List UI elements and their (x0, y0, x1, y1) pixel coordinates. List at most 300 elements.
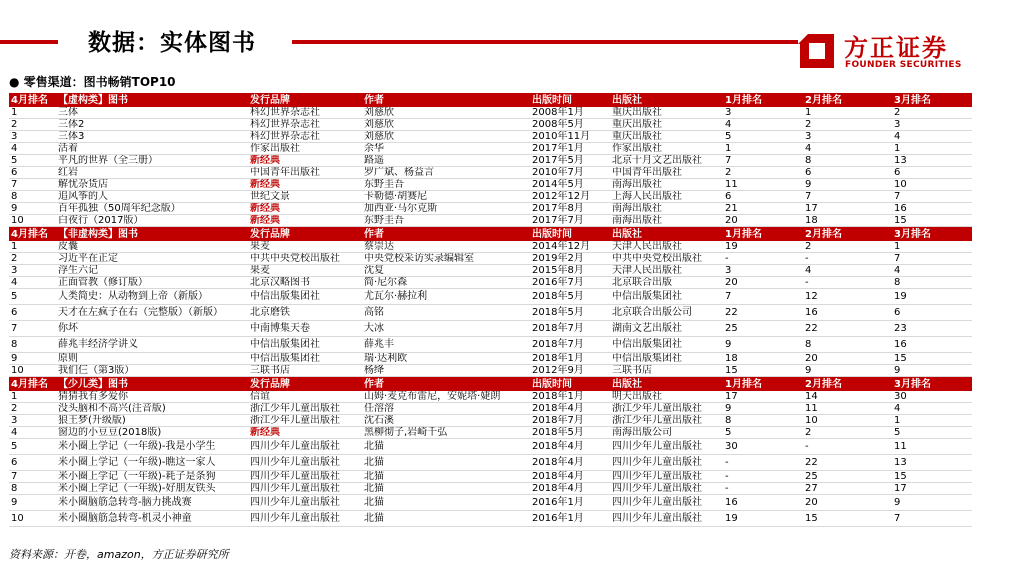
table-cell: 4 (9, 427, 56, 439)
table-cell: 20 (803, 353, 892, 365)
table-cell: 北京汉略图书 (248, 277, 362, 289)
table-cell: 余华 (362, 143, 530, 155)
table-row (9, 365, 972, 377)
table-cell: 7 (723, 155, 803, 167)
table-cell: 19 (723, 241, 803, 253)
table-cell: 22 (723, 305, 803, 321)
column-header: 4月排名 (9, 377, 56, 392)
table-cell: 2 (892, 107, 972, 119)
table-cell: 中共中央党校出版社 (610, 253, 723, 265)
table-cell: - (723, 455, 803, 471)
table-cell: 加西亚·马尔克斯 (362, 203, 530, 215)
table-cell: 2 (9, 119, 56, 131)
table-cell: 中国青年出版社 (248, 167, 362, 179)
table-cell: 25 (803, 471, 892, 483)
table-cell: 四川少年儿童出版社 (248, 483, 362, 495)
table-cell: 2 (9, 403, 56, 415)
table-body (9, 93, 972, 527)
table-row (9, 305, 972, 321)
table-cell: 作家出版社 (610, 143, 723, 155)
table-cell: 天津人民出版社 (610, 241, 723, 253)
table-row (9, 439, 972, 455)
table-cell: 9 (9, 353, 56, 365)
column-header: 出版时间 (530, 377, 610, 392)
column-header: 1月排名 (723, 377, 803, 392)
table-cell: 作家出版社 (248, 143, 362, 155)
table-cell: 南海出版社 (610, 203, 723, 215)
table-cell: 中信出版集团社 (610, 289, 723, 305)
table-cell: 世纪文景 (248, 191, 362, 203)
group-header-row (9, 227, 972, 242)
table-cell: 9 (723, 403, 803, 415)
table-cell: 4 (9, 277, 56, 289)
table-row (9, 241, 972, 253)
table-cell: 1 (9, 391, 56, 403)
table-cell: 4 (803, 265, 892, 277)
table-cell: 3 (892, 119, 972, 131)
table-cell: 四川少年儿童出版社 (610, 439, 723, 455)
table-cell: 2017年8月 (530, 203, 610, 215)
table-row (9, 265, 972, 277)
table-cell: 4 (9, 143, 56, 155)
table-cell: 新经典 (248, 215, 362, 227)
table-cell: 正面管教（修订版） (56, 277, 248, 289)
table-cell: 3 (9, 265, 56, 277)
table-cell: 我们仨（第3版） (56, 365, 248, 377)
table-cell: 21 (723, 203, 803, 215)
table-cell: 1 (892, 415, 972, 427)
table-row (9, 277, 972, 289)
table-cell: 18 (723, 353, 803, 365)
table-cell: 薛兆丰 (362, 337, 530, 353)
table-cell: 信谊 (248, 391, 362, 403)
table-cell: 路遥 (362, 155, 530, 167)
table-row (9, 427, 972, 439)
table-cell: 2018年7月 (530, 321, 610, 337)
table-cell: 狼王梦(升级版) (56, 415, 248, 427)
table-cell: 11 (892, 439, 972, 455)
table-cell: 2018年7月 (530, 337, 610, 353)
table-cell: 15 (892, 471, 972, 483)
table-cell: 新经典 (248, 203, 362, 215)
table-cell: 四川少年儿童出版社 (610, 511, 723, 527)
table-cell: 浙江少年儿童出版社 (610, 415, 723, 427)
table-cell: 23 (892, 321, 972, 337)
table-cell: 尤瓦尔·赫拉利 (362, 289, 530, 305)
table-cell: 10 (9, 215, 56, 227)
table-cell: 2018年5月 (530, 289, 610, 305)
group-label: 【少儿类】图书 (56, 377, 248, 392)
table-cell: 30 (892, 391, 972, 403)
table-cell: 中央党校采访实录编辑室 (362, 253, 530, 265)
table-cell: 北京磨铁 (248, 305, 362, 321)
table-cell: 2016年1月 (530, 511, 610, 527)
table-cell: 科幻世界杂志社 (248, 119, 362, 131)
column-header: 出版社 (610, 377, 723, 392)
table-row (9, 191, 972, 203)
group-label: 【非虚构类】图书 (56, 227, 248, 242)
table-cell: 米小圈上学记（一年级)-好朋友铁头 (56, 483, 248, 495)
table-cell: 4 (892, 265, 972, 277)
table-cell: 薛兆丰经济学讲义 (56, 337, 248, 353)
table-cell: 11 (803, 403, 892, 415)
table-cell: 习近平在正定 (56, 253, 248, 265)
column-header: 3月排名 (892, 93, 972, 107)
table-cell: 米小圈脑筋急转弯-机灵小神童 (56, 511, 248, 527)
table-cell: 16 (723, 495, 803, 511)
table-cell: 2018年4月 (530, 403, 610, 415)
table-cell: 皮囊 (56, 241, 248, 253)
table-cell: 7 (9, 471, 56, 483)
table-cell: 2018年4月 (530, 455, 610, 471)
table-cell: 明天出版社 (610, 391, 723, 403)
table-cell: 17 (723, 391, 803, 403)
table-cell: 没头脑和不高兴(注音版) (56, 403, 248, 415)
table-cell: 2 (803, 427, 892, 439)
table-cell: 5 (9, 155, 56, 167)
section-title: ● 零售渠道：图书畅销TOP10 (9, 75, 176, 89)
table-cell: 5 (723, 427, 803, 439)
table-cell: 30 (723, 439, 803, 455)
table-cell: 三联书店 (248, 365, 362, 377)
table-cell: 东野圭吾 (362, 215, 530, 227)
table-cell: 2010年7月 (530, 167, 610, 179)
column-header: 作者 (362, 93, 530, 107)
table-cell: 7 (723, 289, 803, 305)
table-cell: 瑞·达利欧 (362, 353, 530, 365)
table-cell: 2018年5月 (530, 427, 610, 439)
table-cell: 杨绛 (362, 365, 530, 377)
table-cell: 7 (9, 321, 56, 337)
table-cell: 1 (9, 241, 56, 253)
table-row (9, 321, 972, 337)
table-cell: 四川少年儿童出版社 (610, 455, 723, 471)
table-cell: 4 (892, 131, 972, 143)
table-cell: 7 (892, 511, 972, 527)
table-cell: 2015年8月 (530, 265, 610, 277)
table-cell: 大冰 (362, 321, 530, 337)
table-cell: 2019年2月 (530, 253, 610, 265)
column-header: 发行品牌 (248, 377, 362, 392)
table-cell: 2 (803, 119, 892, 131)
table-cell: 6 (892, 167, 972, 179)
table-cell: 20 (803, 495, 892, 511)
table-cell: 8 (9, 337, 56, 353)
table-cell: 四川少年儿童出版社 (610, 471, 723, 483)
table-cell: 果麦 (248, 241, 362, 253)
bestseller-table (9, 93, 972, 527)
table-cell: 10 (9, 511, 56, 527)
table-cell: 中信出版集团社 (610, 337, 723, 353)
column-header: 出版时间 (530, 93, 610, 107)
table-cell: 2017年5月 (530, 155, 610, 167)
table-cell: 4 (892, 403, 972, 415)
table-cell: 15 (892, 353, 972, 365)
table-cell: 北猫 (362, 495, 530, 511)
table-cell: 北猫 (362, 471, 530, 483)
table-cell: 15 (723, 365, 803, 377)
table-cell: 刘慈欣 (362, 119, 530, 131)
table-cell: - (723, 253, 803, 265)
table-cell: 浙江少年儿童出版社 (248, 415, 362, 427)
table-row (9, 155, 972, 167)
table-cell: 1 (892, 143, 972, 155)
table-cell: 三体 (56, 107, 248, 119)
table-cell: 1 (803, 107, 892, 119)
table-cell: 2018年4月 (530, 439, 610, 455)
table-cell: 中信出版集团社 (248, 337, 362, 353)
table-cell: 四川少年儿童出版社 (248, 439, 362, 455)
table-cell: 9 (723, 337, 803, 353)
table-cell: 北猫 (362, 455, 530, 471)
table-cell: 刘慈欣 (362, 107, 530, 119)
table-cell: 你坏 (56, 321, 248, 337)
table-cell: 6 (9, 455, 56, 471)
table-cell: 9 (892, 495, 972, 511)
table-row (9, 253, 972, 265)
table-cell: 南海出版社 (610, 179, 723, 191)
table-cell: 11 (723, 179, 803, 191)
table-cell: 2016年1月 (530, 495, 610, 511)
table-cell: 北猫 (362, 511, 530, 527)
table-cell: 8 (9, 483, 56, 495)
table-cell: 原则 (56, 353, 248, 365)
table-row (9, 455, 972, 471)
table-cell: 7 (892, 191, 972, 203)
table-cell: 8 (803, 337, 892, 353)
table-cell: 15 (803, 511, 892, 527)
table-cell: 科幻世界杂志社 (248, 131, 362, 143)
table-cell: 百年孤独（50周年纪念版） (56, 203, 248, 215)
table-cell: 罗广斌、杨益言 (362, 167, 530, 179)
table-cell: 8 (9, 191, 56, 203)
group-header-row (9, 93, 972, 107)
table-cell: 中信出版集团社 (610, 353, 723, 365)
column-header: 发行品牌 (248, 227, 362, 242)
table-cell: 27 (803, 483, 892, 495)
table-cell: 8 (803, 155, 892, 167)
table-cell: 14 (803, 391, 892, 403)
table-cell: 5 (9, 289, 56, 305)
table-cell: 重庆出版社 (610, 119, 723, 131)
table-cell: 3 (9, 415, 56, 427)
table-cell: 2018年1月 (530, 353, 610, 365)
table-row (9, 471, 972, 483)
table-cell: 2 (723, 167, 803, 179)
table-row (9, 167, 972, 179)
table-cell: - (803, 439, 892, 455)
table-cell: 2008年5月 (530, 119, 610, 131)
table-cell: 三联书店 (610, 365, 723, 377)
table-cell: 1 (892, 241, 972, 253)
table-cell: 3 (723, 265, 803, 277)
column-header: 作者 (362, 377, 530, 392)
table-cell: 平凡的世界（全三册） (56, 155, 248, 167)
table-cell: 8 (892, 277, 972, 289)
table-cell: 东野圭吾 (362, 179, 530, 191)
table-cell: 12 (803, 289, 892, 305)
table-cell: 南海出版社 (610, 215, 723, 227)
table-row (9, 415, 972, 427)
table-cell: 6 (892, 305, 972, 321)
table-cell: 任溶溶 (362, 403, 530, 415)
table-cell: 20 (723, 215, 803, 227)
column-header: 3月排名 (892, 227, 972, 242)
table-row (9, 353, 972, 365)
table-cell: 2018年4月 (530, 471, 610, 483)
table-cell: 2018年5月 (530, 305, 610, 321)
table-cell: 1 (9, 107, 56, 119)
table-cell: 9 (892, 365, 972, 377)
founder-logo-icon (798, 32, 836, 70)
table-row (9, 337, 972, 353)
table-cell: 重庆出版社 (610, 131, 723, 143)
table-cell: 15 (892, 215, 972, 227)
table-cell: 9 (9, 495, 56, 511)
table-cell: 追风筝的人 (56, 191, 248, 203)
table-row (9, 495, 972, 511)
table-cell: 17 (892, 483, 972, 495)
table-cell: 3 (9, 131, 56, 143)
table-cell: 四川少年儿童出版社 (248, 471, 362, 483)
source-note: 资料来源：开卷，amazon，方正证券研究所 (9, 548, 229, 561)
table-row (9, 391, 972, 403)
table-cell: 2 (9, 253, 56, 265)
table-cell: 20 (723, 277, 803, 289)
table-cell: 9 (803, 179, 892, 191)
table-row (9, 143, 972, 155)
table-row (9, 203, 972, 215)
table-cell: 22 (803, 455, 892, 471)
table-cell: 3 (723, 107, 803, 119)
table-cell: 四川少年儿童出版社 (610, 483, 723, 495)
column-header: 4月排名 (9, 227, 56, 242)
table-cell: 重庆出版社 (610, 107, 723, 119)
table-cell: 中信出版集团社 (248, 353, 362, 365)
table-cell: 解忧杂货店 (56, 179, 248, 191)
table-cell: 山姆·麦克布雷尼，安妮塔·婕朗 (362, 391, 530, 403)
group-label: 【虚构类】图书 (56, 93, 248, 107)
table-cell: 4 (723, 119, 803, 131)
table-cell: 25 (723, 321, 803, 337)
table-cell: 果麦 (248, 265, 362, 277)
table-cell: 简·尼尔森 (362, 277, 530, 289)
table-cell: 2014年5月 (530, 179, 610, 191)
table-cell: 2008年1月 (530, 107, 610, 119)
table-cell: - (723, 471, 803, 483)
column-header: 出版时间 (530, 227, 610, 242)
table-row (9, 511, 972, 527)
table-cell: 10 (892, 179, 972, 191)
table-cell: 天才在左疯子在右（完整版）（新版） (56, 305, 248, 321)
brand-name-cn: 方正证券 (844, 34, 948, 62)
table-cell: 5 (723, 131, 803, 143)
table-row (9, 215, 972, 227)
table-cell: 5 (9, 439, 56, 455)
table-cell: 米小圈上学记（一年级)-瞧这一家人 (56, 455, 248, 471)
table-cell: 米小圈上学记（一年级)-我是小学生 (56, 439, 248, 455)
table-cell: 6 (803, 167, 892, 179)
table-cell: 10 (803, 415, 892, 427)
table-cell: 2014年12月 (530, 241, 610, 253)
table-cell: 2017年7月 (530, 215, 610, 227)
table-cell: 6 (723, 191, 803, 203)
table-cell: 10 (9, 365, 56, 377)
column-header: 2月排名 (803, 227, 892, 242)
table-cell: 2018年1月 (530, 391, 610, 403)
table-cell: 2 (803, 241, 892, 253)
table-cell: 中信出版集团社 (248, 289, 362, 305)
table-cell: 刘慈欣 (362, 131, 530, 143)
table-cell: 上海人民出版社 (610, 191, 723, 203)
table-cell: 中共中央党校出版社 (248, 253, 362, 265)
table-cell: 新经典 (248, 155, 362, 167)
table-cell: 1 (723, 143, 803, 155)
column-header: 出版社 (610, 227, 723, 242)
table-cell: 白夜行（2017版） (56, 215, 248, 227)
table-cell: 科幻世界杂志社 (248, 107, 362, 119)
table-cell: 湖南文艺出版社 (610, 321, 723, 337)
title-bar-left (0, 40, 58, 44)
table-cell: 新经典 (248, 179, 362, 191)
table-cell: 7 (9, 179, 56, 191)
table-cell: - (803, 277, 892, 289)
column-header: 出版社 (610, 93, 723, 107)
table-cell: 2010年11月 (530, 131, 610, 143)
table-cell: 18 (803, 215, 892, 227)
table-cell: 2018年7月 (530, 415, 610, 427)
table-cell: 浮生六记 (56, 265, 248, 277)
table-cell: 四川少年儿童出版社 (248, 495, 362, 511)
column-header: 4月排名 (9, 93, 56, 107)
column-header: 2月排名 (803, 93, 892, 107)
column-header: 作者 (362, 227, 530, 242)
table-cell: 黑柳彻子,岩崎千弘 (362, 427, 530, 439)
page-title: 数据：实体图书 (88, 30, 256, 56)
table-cell: 6 (9, 305, 56, 321)
table-cell: 6 (9, 167, 56, 179)
table-cell: - (803, 253, 892, 265)
table-row (9, 107, 972, 119)
table-cell: 窗边的小豆豆(2018版) (56, 427, 248, 439)
table-cell: 8 (723, 415, 803, 427)
table-cell: 2018年4月 (530, 483, 610, 495)
table-cell: 浙江少年儿童出版社 (610, 403, 723, 415)
table-cell: 13 (892, 155, 972, 167)
table-cell: 北京十月文艺出版社 (610, 155, 723, 167)
table-cell: 13 (892, 455, 972, 471)
table-cell: 米小圈脑筋急转弯-脑力挑战赛 (56, 495, 248, 511)
brand-logo (798, 28, 1004, 76)
table-cell: 蔡崇达 (362, 241, 530, 253)
table-cell: 猜猜我有多爱你 (56, 391, 248, 403)
table-cell: 高铭 (362, 305, 530, 321)
table-cell: 沈石溪 (362, 415, 530, 427)
table-cell: 3 (803, 131, 892, 143)
table-cell: 5 (892, 427, 972, 439)
table-row (9, 483, 972, 495)
table-cell: 北猫 (362, 439, 530, 455)
column-header: 1月排名 (723, 93, 803, 107)
table-cell: 浙江少年儿童出版社 (248, 403, 362, 415)
table-row (9, 131, 972, 143)
table-cell: 四川少年儿童出版社 (610, 495, 723, 511)
table-cell: 9 (9, 203, 56, 215)
table-row (9, 179, 972, 191)
table-cell: 16 (892, 337, 972, 353)
column-header: 发行品牌 (248, 93, 362, 107)
table-cell: 活着 (56, 143, 248, 155)
